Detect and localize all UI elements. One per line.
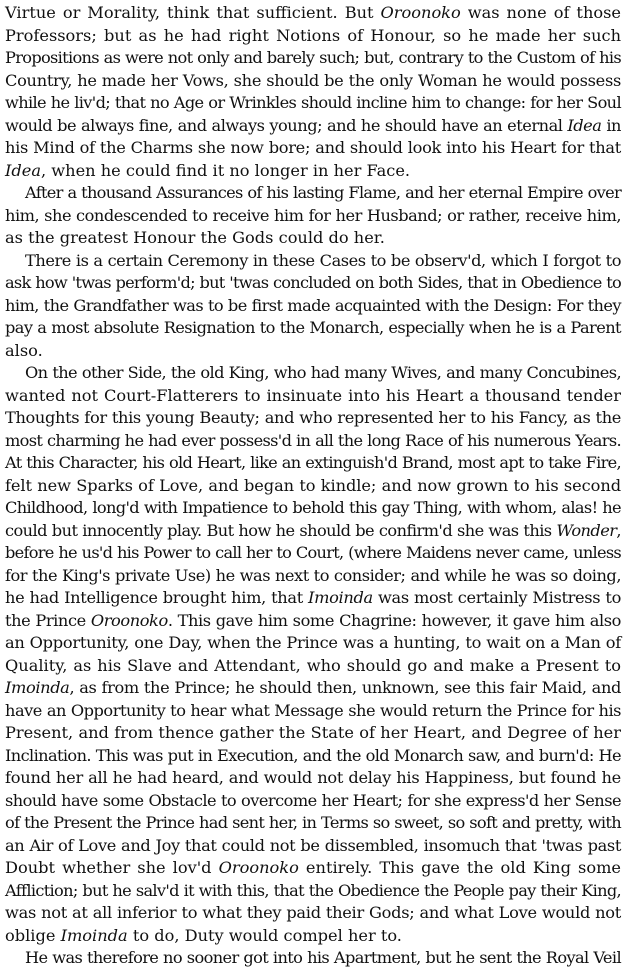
text-run: There is a certain Ceremony in these Cases to be observ'd, which I forgot to: [25, 250, 621, 270]
text-line: [5, 497, 621, 520]
text-line: [5, 295, 621, 318]
text-line: [5, 700, 621, 723]
text-line: [5, 2, 621, 25]
text-run: the Prince: [5, 610, 91, 630]
text-line: [5, 182, 621, 205]
text-run: , as from the Prince; he should then, unknown, see this fair Maid, and: [69, 678, 621, 697]
text-run: was none of those: [460, 3, 621, 22]
body-text: [5, 2, 621, 970]
text-line: [5, 362, 621, 385]
text-run: Affliction; but he salv'd it with this, that the Obedience the People pay their King,: [5, 880, 621, 900]
text-line: [5, 47, 621, 70]
text-line: [5, 677, 621, 700]
text-line: [5, 565, 621, 588]
text-line: [5, 227, 621, 250]
italic-text: Imoinda: [5, 678, 70, 697]
text-run: ,: [616, 520, 621, 540]
text-run: After a thousand Assurances of his lasting Flame, and her eternal Empire over: [25, 183, 621, 202]
text-run: as the greatest Honour the Gods could do her.: [5, 228, 385, 247]
text-line: [5, 947, 621, 970]
text-run: him, the Grandfather was to be first made acquainted with the Design: For they: [5, 295, 621, 315]
text-line: [5, 25, 621, 48]
text-run: Childhood, long'd with Impatience to behold this gay Thing, with whom, alas! he: [5, 498, 621, 517]
text-run: before he us'd his Power to call her to Court, (where Maidens never came, unless: [5, 543, 621, 562]
text-run: also.: [5, 340, 43, 360]
text-run: Propositions as were not only and barely such; but, contrary to the Custom of his: [5, 48, 621, 67]
text-run: in: [601, 115, 621, 135]
text-run: Quality, as his Slave and Attendant, who should go and make a Present to: [5, 655, 621, 675]
text-line: [5, 767, 621, 790]
text-run: ask how 'twas perform'd; but 'twas concluded on both Sides, that in Obedience to: [5, 273, 621, 292]
text-line: [5, 70, 621, 93]
text-line: [5, 880, 621, 903]
italic-text: Imoinda: [308, 588, 373, 607]
italic-text: Oroonoko: [218, 858, 299, 877]
text-run: entirely. This gave the old King some: [298, 858, 621, 877]
text-run: Thoughts for this young Beauty; and who represented her to his Fancy, as the: [5, 408, 621, 427]
text-line: [5, 542, 621, 565]
text-line: [5, 812, 621, 835]
text-run: to do, Duty would compel her to.: [127, 925, 402, 945]
text-run: for the King's private Use) he was next to consider; and while he was so doing,: [5, 565, 621, 585]
text-run: wanted not Court-Flatterers to insinuate into his Heart a thousand tender: [5, 385, 621, 405]
text-run: his Mind of the Charms she now bore; and should look into his Heart for that: [5, 138, 621, 157]
text-line: [5, 902, 621, 925]
text-run: . This gave him some Chagrine: however, it gave him also: [167, 610, 621, 630]
text-line: [5, 452, 621, 475]
text-run: an Air of Love and Joy that could not be dissembled, insomuch that 'twas past: [5, 835, 621, 855]
text-run: he had Intelligence brought him, that: [5, 588, 309, 607]
document-page: [5, 2, 621, 970]
italic-text: Wonder: [556, 520, 617, 540]
text-run: On the other Side, the old King, who had many Wives, and many Concubines,: [25, 363, 621, 382]
text-run: He was therefore no sooner got into his Apartment, but he sent the Royal Veil: [25, 948, 621, 967]
text-run: Inclination. This was put in Execution, and the old Monarch saw, and burn'd: He: [5, 745, 621, 765]
italic-text: Oroonoko: [90, 610, 168, 630]
text-line: [5, 115, 621, 138]
text-line: [5, 587, 621, 610]
text-run: , when he could find it no longer in her Face.: [41, 160, 411, 180]
text-line: [5, 745, 621, 768]
text-line: [5, 92, 621, 115]
text-run: would be always fine, and always young; and he should have an eternal: [5, 115, 568, 135]
text-run: him, she condescended to receive him for her Husband; or rather, receive him,: [5, 205, 621, 225]
text-run: pay a most absolute Resignation to the Monarch, especially when he is a Parent: [5, 318, 621, 337]
text-line: [5, 655, 621, 678]
text-line: [5, 407, 621, 430]
text-run: Professors; but as he had right Notions of Honour, so he made her such: [5, 25, 621, 45]
text-line: [5, 137, 621, 160]
text-run: At this Character, his old Heart, like an extinguish'd Brand, most apt to take Fire,: [5, 453, 621, 472]
text-run: Country, he made her Vows, she should be the only Woman he would possess: [5, 70, 621, 90]
text-line: [5, 610, 621, 633]
text-run: oblige: [5, 925, 61, 945]
text-run: Doubt whether she lov'd: [5, 858, 219, 877]
text-line: [5, 632, 621, 655]
text-line: [5, 520, 621, 543]
italic-text: Idea: [5, 160, 41, 180]
text-run: have an Opportunity to hear what Message she would return the Prince for his: [5, 700, 621, 720]
text-run: Present, and from thence gather the State of her Heart, and Degree of her: [5, 723, 621, 742]
italic-text: Imoinda: [60, 925, 128, 945]
text-line: [5, 272, 621, 295]
text-line: [5, 205, 621, 228]
text-line: [5, 317, 621, 340]
text-run: was most certainly Mistress to: [372, 588, 621, 607]
text-run: of the Present the Prince had sent her, in Terms so sweet, so soft and pretty, with: [5, 813, 621, 832]
text-line: [5, 385, 621, 408]
text-line: [5, 250, 621, 273]
text-line: [5, 430, 621, 453]
text-line: [5, 340, 621, 363]
text-run: an Opportunity, one Day, when the Prince was a hunting, to wait on a Man of: [5, 633, 621, 652]
text-run: while he liv'd; that no Age or Wrinkles should incline him to change: for her Soul: [5, 93, 621, 112]
text-line: [5, 925, 621, 948]
italic-text: Oroonoko: [380, 3, 461, 22]
text-run: should have some Obstacle to overcome her Heart; for she express'd her Sense: [5, 790, 621, 810]
text-line: [5, 160, 621, 183]
text-run: Virtue or Morality, think that sufficient. But: [5, 3, 381, 22]
text-line: [5, 790, 621, 813]
text-run: found her all he had heard, and would not delay his Happiness, but found he: [5, 768, 621, 787]
text-run: most charming he had ever possess'd in all the long Race of his numerous Years.: [5, 430, 621, 450]
text-line: [5, 475, 621, 498]
italic-text: Idea: [567, 115, 602, 135]
text-line: [5, 835, 621, 858]
text-line: [5, 857, 621, 880]
text-line: [5, 722, 621, 745]
text-run: could but innocently play. But how he should be confirm'd she was this: [5, 520, 557, 540]
text-run: was not at all inferior to what they paid their Gods; and what Love would not: [5, 903, 621, 922]
text-run: felt new Sparks of Love, and began to kindle; and now grown to his second: [5, 475, 621, 495]
